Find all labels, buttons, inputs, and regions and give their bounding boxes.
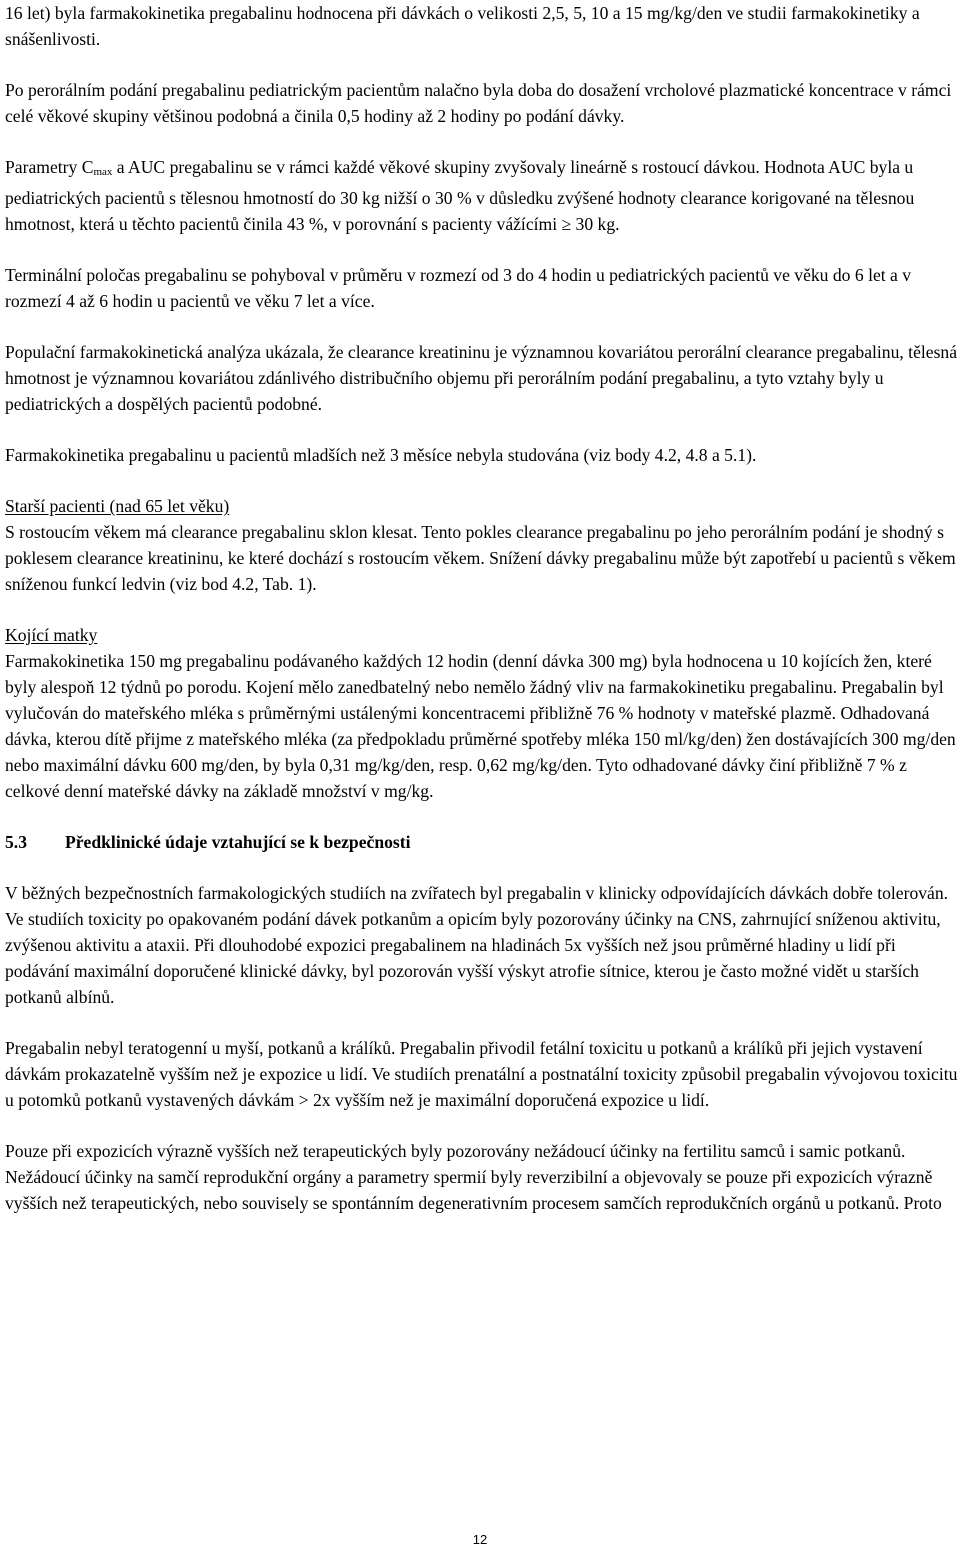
section-number: 5.3 bbox=[5, 832, 27, 852]
page-number: 12 bbox=[472, 1532, 488, 1547]
paragraph-teratogenicity: Pregabalin nebyl teratogenní u myší, potkanů a králíků. Pregabalin přivodil fetální toxicitu u potkanů a králíků při jejich vystavení dávkám prokazatelně vyšším než je expozice u lidí. Ve studiích prenatální a postnatální toxicity způsobil pregabalin vývojovou toxicitu u potomků potkanů vystavených dávkám > 2x vyšším než je maximální doporučená expozice u lidí. bbox=[5, 1038, 958, 1110]
nursing-heading bbox=[5, 622, 960, 648]
paragraph-population-pk: Populační farmakokinetická analýza ukázala, že clearance kreatininu je významnou kovariátou perorální clearance pregabalinu, tělesná hmotnost je významnou kovariátou zdánlivého distribučního objemu při perorálním podání pregabalinu, a tyto vztahy byly u pediatrických a dospělých pacientů podobné. bbox=[5, 342, 958, 414]
section-heading bbox=[5, 829, 960, 855]
paragraph-half-life: Terminální poločas pregabalinu se pohyboval v průměru v rozmezí od 3 do 4 hodin u pediatrických pacientů ve věku do 6 let a v rozmezí 4 až 6 hodin u pacientů ve věku 7 let a více. bbox=[5, 265, 912, 311]
cmax-label: Parametry C bbox=[5, 157, 94, 177]
cmax-auc-text: a AUC pregabalinu se v rámci každé věkové skupiny zvyšovaly lineárně s rostoucí dávkou. Hodnota AUC byla u pediatrických pacientů s tělesnou hmotností do 30 kg nižší o 30 % v důsledku zvýšené hodnoty clearance korigované na tělesnou hmotnost, která u těchto pacientů činila 43 %, v porovnání s pacienty vážícími ≥ 30 kg. bbox=[5, 157, 915, 234]
nursing-paragraph: Farmakokinetika 150 mg pregabalinu podávaného každých 12 hodin (denní dávka 300 mg) byla hodnocena u 10 kojících žen, které byly alespoň 12 týdnů po porodu. Kojení mělo zanedbatelný nebo nemělo žádný vliv na farmakokinetiku pregabalinu. Pregabalin byl vylučován do mateřského mléka s průměrnými ustálenými koncentracemi přibližně 76 % hodnoty v mateřské plazmě. Odhadovaná dávka, kterou dítě přijme z mateřského mléka (za předpokladu průměrné spotřeby mléka 150 ml/kg/den) žen dostávajících 300 mg/den nebo maximální dávku 600 mg/den, by byla 0,31 mg/kg/den, resp. 0,62 mg/kg/den. Tyto odhadované dávky činí přibližně 7 % z celkové denní mateřské dávky na základě množství v mg/kg. bbox=[5, 651, 956, 801]
paragraph-peak-concentration: Po perorálním podání pregabalinu pediatrickým pacientům nalačno byla doba do dosažení vrcholové plazmatické koncentrace v rámci celé věkové skupiny většinou podobná a činila 0,5 hodiny až 2 hodiny po podání dávky. bbox=[5, 80, 952, 126]
section-title: Předklinické údaje vztahující se k bezpečnosti bbox=[65, 832, 411, 852]
elderly-paragraph: S rostoucím věkem má clearance pregabalinu sklon klesat. Tento pokles clearance pregabalinu po jeho perorálním podání je shodný s poklesem clearance kreatininu, ke které dochází s rostoucím věkem. Snížení dávky pregabalinu může být zapotřebí u pacientů s věkem sníženou funkcí ledvin (viz bod 4.2, Tab. 1). bbox=[5, 522, 956, 594]
paragraph-under-3-months: Farmakokinetika pregabalinu u pacientů mladších než 3 měsíce nebyla studována (viz body 4.2, 4.8 a 5.1). bbox=[5, 445, 757, 465]
nursing-heading-text: Kojící matky bbox=[5, 625, 98, 645]
document-page bbox=[5, 0, 960, 1216]
paragraph-cmax-auc bbox=[5, 154, 960, 237]
elderly-heading bbox=[5, 493, 960, 519]
paragraph-safety-pharmacology: V běžných bezpečnostních farmakologických studiích na zvířatech byl pregabalin v klinicky odpovídajících dávkách dobře tolerován. Ve studiích toxicity po opakovaném podání dávek potkanům a opicím byly pozorovány účinky na CNS, zahrnující sníženou aktivitu, zvýšenou aktivitu a ataxii. Při dlouhodobé expozici pregabalinem na hladinách 5x vyšších než jsou průměrné hladiny u lidí při podávání maximální doporučené klinické dávky, byl pozorován vyšší výskyt atrofie sítnice, kterou je často možné vidět u starších potkanů albínů. bbox=[5, 883, 949, 1007]
paragraph-fertility: Pouze při expozicích výrazně vyšších než terapeutických byly pozorovány nežádoucí účinky na fertilitu samců i samic potkanů. Nežádoucí účinky na samčí reprodukční orgány a parametry spermií byly reverzibilní a objevovaly se pouze při expozicích výrazně vyšších než terapeutických, nebo souvisely se spontánním degenerativním procesem samčích reprodukčních orgánů u potkanů. Proto bbox=[5, 1141, 942, 1213]
paragraph-pediatric-dosing: 16 let) byla farmakokinetika pregabalinu hodnocena při dávkách o velikosti 2,5, 5, 10 a 15 mg/kg/den ve studii farmakokinetiky a snášenlivosti. bbox=[5, 3, 920, 49]
elderly-heading-text: Starší pacienti (nad 65 let věku) bbox=[5, 496, 230, 516]
cmax-subscript: max bbox=[93, 166, 113, 178]
